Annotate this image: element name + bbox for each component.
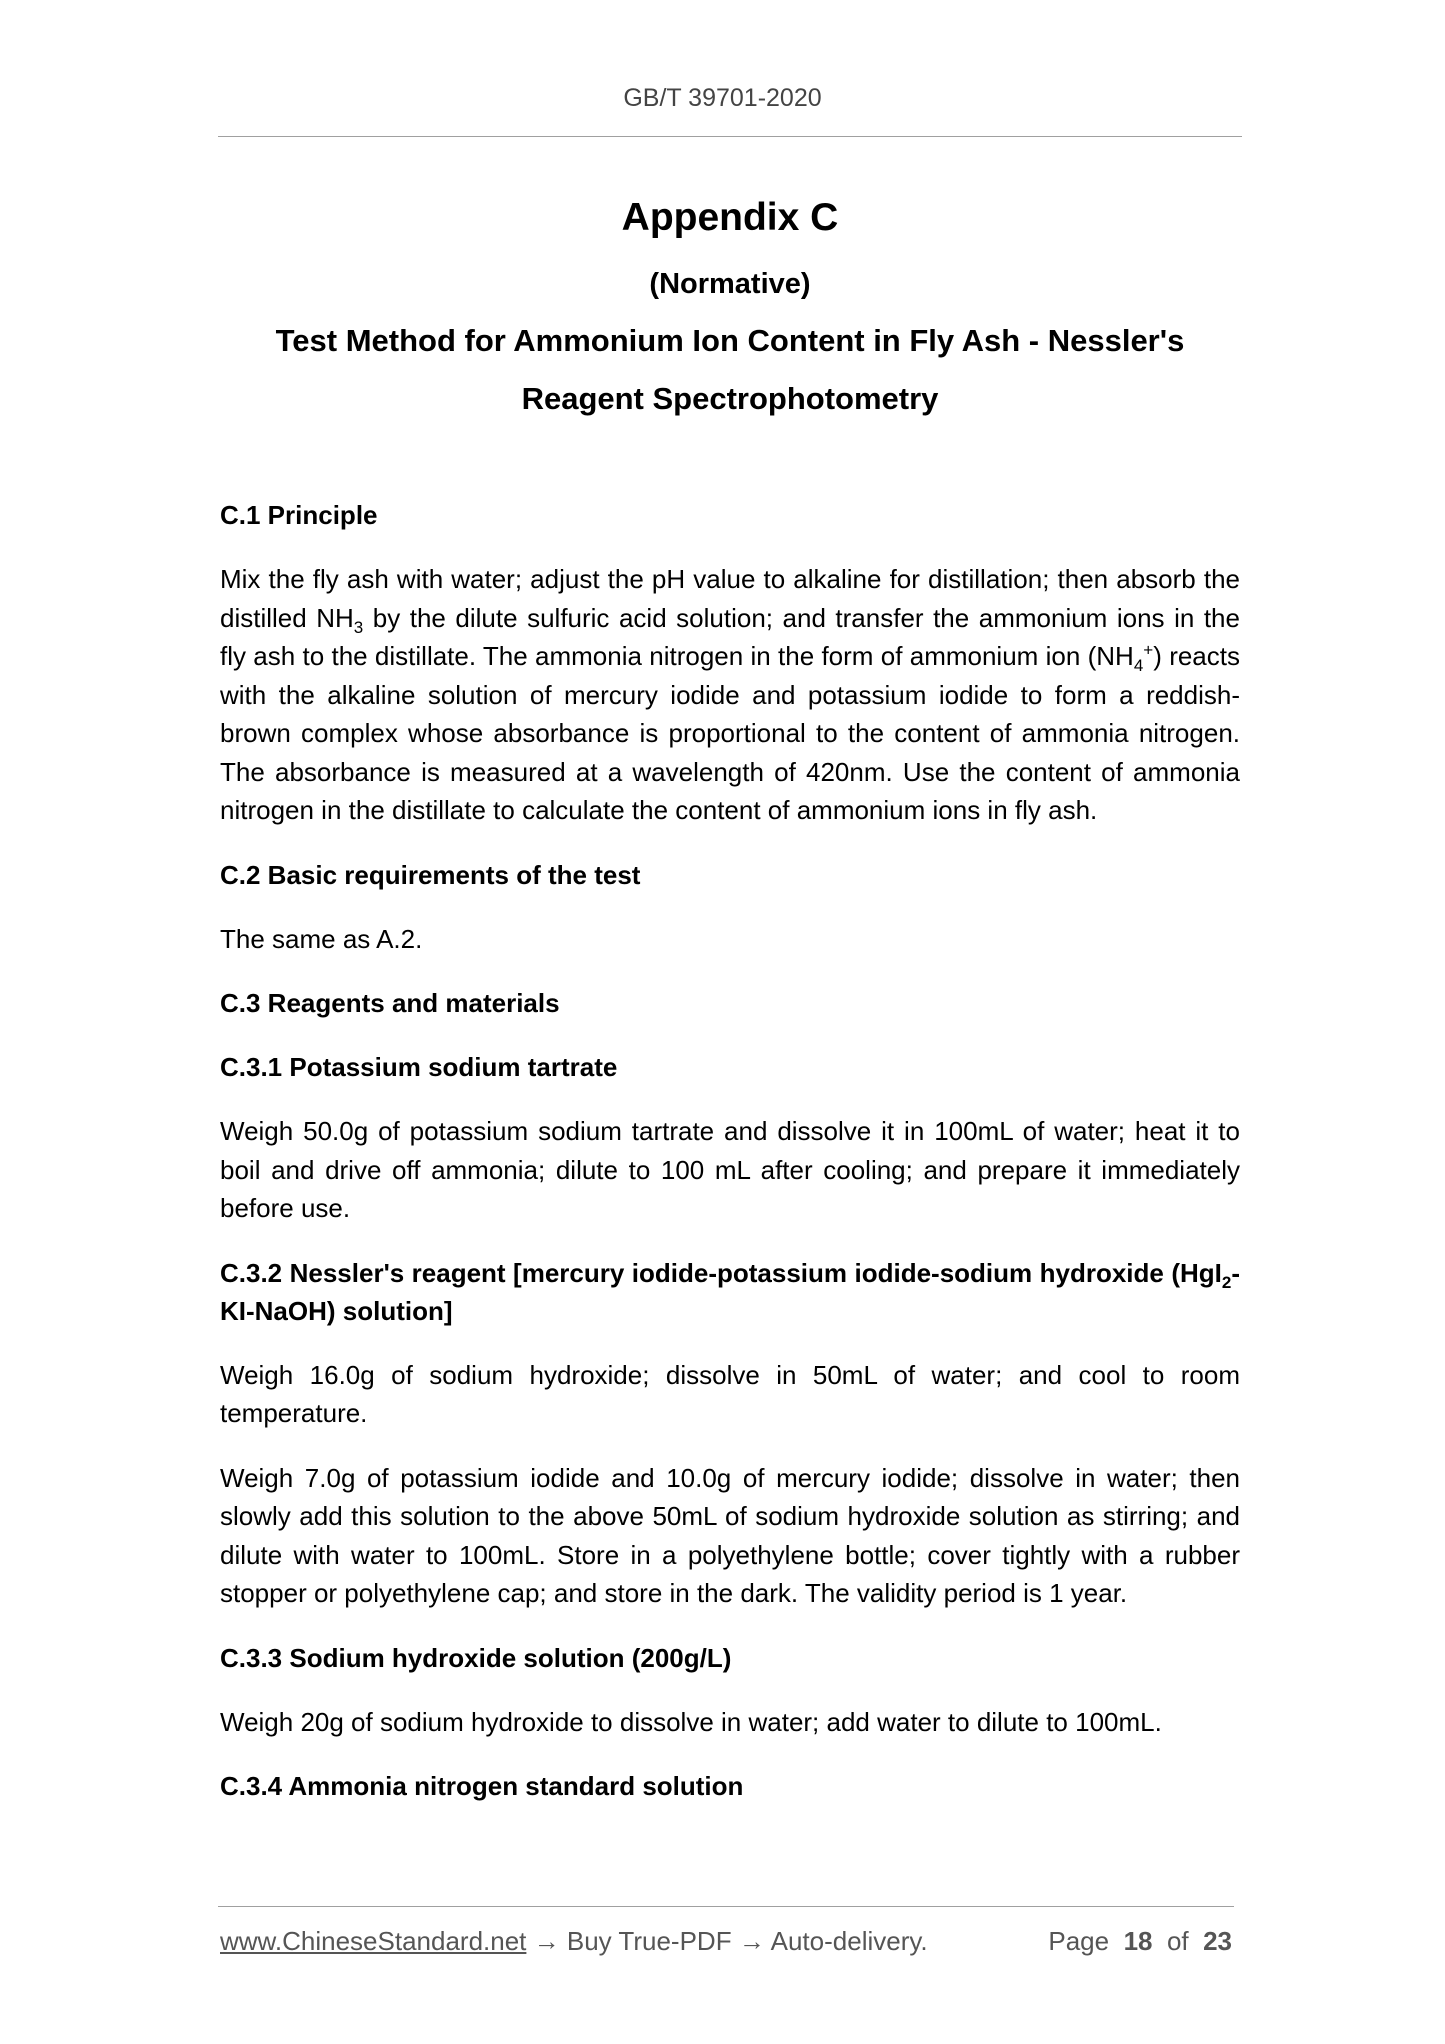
appendix-title-block — [218, 190, 1242, 428]
page-current: 18 — [1123, 1926, 1153, 1956]
document-body — [220, 496, 1240, 1805]
buy-true-pdf-text: Buy True-PDF — [566, 1926, 732, 1956]
page-footer — [220, 1926, 1232, 1966]
c1-text-c: ) reacts with the alkaline solution of mercury iodide and potassium iodide to form a reddish-brown complex whose absorbance is proportional to the content of ammonia nitrogen. The absorbance is measured at a wavelength of 420nm. Use the content of ammonia nitrogen in the distillate to calculate the content of ammonium ions in fly ash. — [220, 641, 1240, 825]
appendix-name-line1: Test Method for Ammonium Ion Content in Fly Ash - Nessler's — [275, 323, 1185, 358]
paragraph-c2: The same as A.2. — [220, 923, 423, 954]
section-heading-c1: C.1 Principle — [220, 500, 378, 530]
auto-delivery-text: Auto-delivery. — [770, 1926, 928, 1956]
website-link[interactable]: www.ChineseStandard.net — [220, 1926, 527, 1956]
paragraph-c1-principle — [220, 560, 1240, 830]
arrow-right-icon: → — [533, 1926, 560, 1956]
section-heading-c3-4: C.3.4 Ammonia nitrogen standard solution — [220, 1771, 744, 1801]
section-heading-c3: C.3 Reagents and materials — [220, 988, 560, 1018]
c1-sup-plus: + — [1143, 640, 1154, 660]
c1-sub-4: 4 — [1133, 656, 1144, 676]
c32-heading-sub: 2 — [1221, 1272, 1232, 1292]
page-label: Page — [1048, 1926, 1110, 1956]
appendix-name-line2: Reagent Spectrophotometry — [521, 381, 939, 416]
running-header: GB/T 39701-2020 — [623, 84, 822, 112]
page-indicator — [1048, 1926, 1232, 1957]
c1-text-b: by the dilute sulfuric acid solution; and transfer the ammonium ions in the fly ash to the distillate. The ammonia nitrogen in the form of ammonium ion (NH — [220, 602, 1240, 671]
appendix-name — [218, 312, 1242, 428]
appendix-subtitle: (Normative) — [649, 268, 811, 300]
appendix-title: Appendix C — [621, 196, 839, 239]
paragraph-c3-1: Weigh 50.0g of potassium sodium tartrate and dissolve it in 100mL of water; heat it to boil and drive off ammonia; dilute to 100 mL after cooling; and prepare it immediately before use. — [220, 1116, 1240, 1223]
c1-sub-3: 3 — [353, 617, 364, 637]
arrow-right-icon: → — [738, 1926, 765, 1956]
c32-heading-a: C.3.2 Nessler's reagent [mercury iodide-potassium iodide-sodium hydroxide (HgI — [220, 1257, 1222, 1288]
paragraph-c3-2-b: Weigh 7.0g of potassium iodide and 10.0g of mercury iodide; dissolve in water; then slowly add this solution to the above 50mL of sodium hydroxide solution as stirring; and dilute with water to 100mL. Store in a polyethylene bottle; cover tightly with a rubber stopper or polyethylene cap; and store in the dark. The validity period is 1 year. — [220, 1462, 1240, 1608]
footer-divider — [218, 1906, 1234, 1907]
c32-heading-b: -KI-NaOH) solution] — [220, 1257, 1240, 1326]
paragraph-c3-2-a: Weigh 16.0g of sodium hydroxide; dissolve in 50mL of water; and cool to room temperature. — [220, 1359, 1240, 1428]
section-heading-c3-2 — [220, 1254, 1240, 1330]
header-divider — [218, 136, 1242, 137]
section-heading-c3-3: C.3.3 Sodium hydroxide solution (200g/L) — [220, 1642, 732, 1673]
section-heading-c2: C.2 Basic requirements of the test — [220, 859, 641, 890]
section-heading-c3-1: C.3.1 Potassium sodium tartrate — [220, 1052, 618, 1082]
page-total: 23 — [1203, 1926, 1232, 1956]
c1-text-a: Mix the fly ash with water; adjust the pH value to alkaline for distillation; then absorb the distilled NH — [220, 564, 1240, 633]
paragraph-c3-3: Weigh 20g of sodium hydroxide to dissolve in water; add water to dilute to 100mL. — [220, 1706, 1162, 1737]
of-label: of — [1166, 1926, 1189, 1956]
